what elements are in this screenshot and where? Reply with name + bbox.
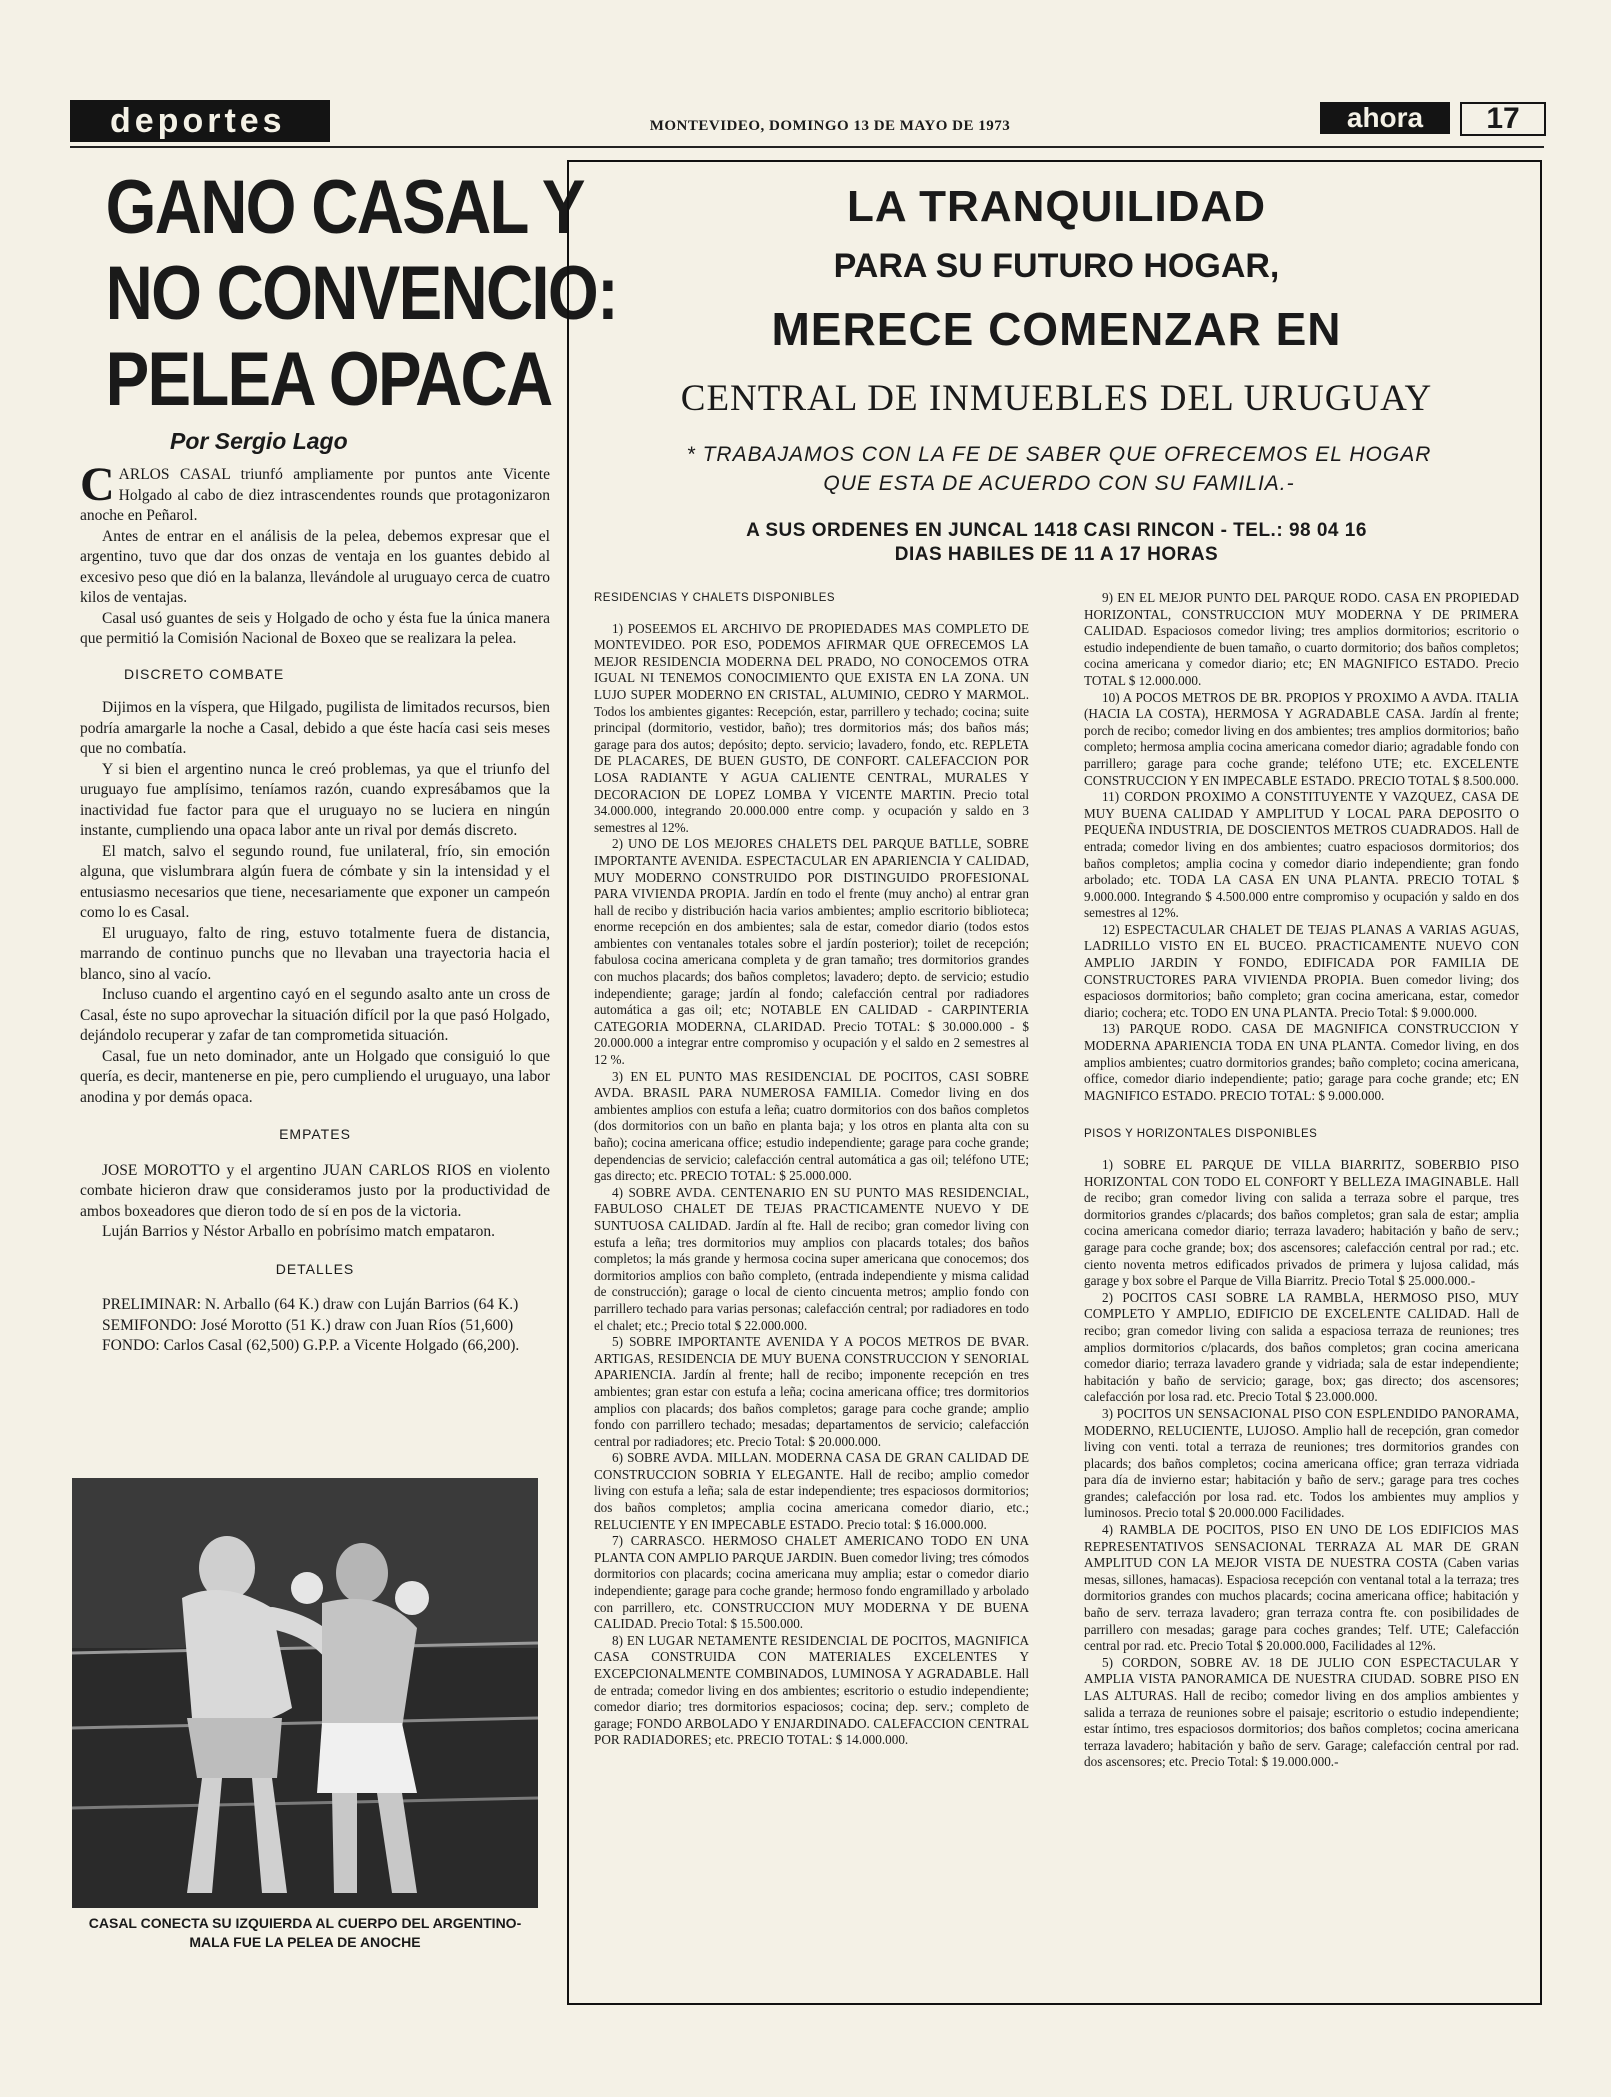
listing-item: 8) EN LUGAR NETAMENTE RESIDENCIAL DE POCITOS, MAGNIFICA CASA CONSTRUIDA CON MATERIALES EXCELENTES Y EXCEPCIONALMENTE COMBINADOS, LUMINOSA Y AGRADABLE. Hall de entrada; comedor living en dos ambientes; escritorio o estudio independiente; comedor diario; tres dormitorios espaciosos; cocina; dep. serv.; completo de garage; FONDO ARBOLADO Y ENJARDINADO. CALEFACCION CENTRAL POR RADIADORES; etc. PRECIO TOTAL: $ 14.000.000. bbox=[594, 1632, 1029, 1748]
subheading-empates: EMPATES bbox=[279, 1126, 351, 1142]
advert-contact bbox=[599, 519, 1514, 567]
headline-line-3: PELEA OPACA bbox=[105, 337, 552, 422]
tagline-line-2: QUE ESTA DE ACUERDO CON SU FAMILIA.- bbox=[823, 472, 1295, 495]
contact-hours: DIAS HABILES DE 11 A 17 HORAS bbox=[894, 544, 1219, 565]
tagline-line-1: * TRABAJAMOS CON LA FE DE SABER QUE OFRECEMOS EL HOGAR bbox=[686, 443, 1432, 466]
subheading-discreto: DISCRETO COMBATE bbox=[124, 665, 285, 682]
listing-item: 4) SOBRE AVDA. CENTENARIO EN SU PUNTO MAS RESIDENCIAL, FABULOSO CHALET DE TEJAS PRACTICAMENTE NUEVO Y DE SUNTUOSA CALIDAD. Jardín al fte. Hall de recibo; gran comedor living con estufa a leña; tres dormitorios muy amplios con placards totales; dos baños completos; la más grande y hermosa cocina super americana que conocemos; dos dormitorios amplios con baño completo, (entrada independiente y misma calidad de construcción); garage o local de ciento cincuenta metros; amplio fondo con parrillero techado para varias personas; calefacción central; por radiadores en todo el chalet; etc.; Precio total $ 22.000.000. bbox=[594, 1184, 1029, 1333]
article-headline bbox=[105, 165, 618, 423]
paragraph: Luján Barrios y Néstor Arballo en pobrísimo match empataron. bbox=[102, 1223, 496, 1240]
photo-caption: CASAL CONECTA SU IZQUIERDA AL CUERPO DEL ARGENTINO- MALA FUE LA PELEA DE ANOCHE bbox=[88, 1915, 522, 1950]
listing-item: 1) POSEEMOS EL ARCHIVO DE PROPIEDADES MAS COMPLETO DE MONTEVIDEO. POR ESO, PODEMOS AFIRMAR QUE OFRECEMOS LA MEJOR RESIDENCIA MODERNA DEL PRADO, NO CONOCEMOS OTRA IGUAL NI TENEMOS CONOCIMIENTO QUE EXISTA EN LA ZONA. UN LUJO SUPER MODERNO EN CRISTAL, ALUMINIO, CEDRO Y MARMOL. Todos los ambientes gigantes: Recepción, estar, parrillero y techado; cocina; suite principal (dormitorio, vestidor, baño); tres dormitorios más; dos baños más; garage para dos autos; depósito; depto. servicio; lavadero, fondo, etc. REPLETA DE PLACARES, DE BUEN GUSTO, DE CONFORT. CALEFACCION POR LOSA RADIANTE Y AGUA CALIENTE CENTRAL, MURALES Y DECORACION DE LOPEZ LOMBA Y VICENTE MARTIN. Precio total 34.000.000, integrando 20.000.000 entre comp. y ocupación y saldo en 3 semestres al 12%. bbox=[594, 620, 1029, 835]
headline-line-1: GANO CASAL Y bbox=[105, 165, 584, 250]
byline: Por Sergio Lago bbox=[170, 428, 348, 454]
section-tag: deportes bbox=[70, 100, 330, 142]
page-number: 17 bbox=[1460, 102, 1546, 136]
listings-column-right bbox=[1084, 590, 1519, 1771]
listing-item: 5) CORDON, SOBRE AV. 18 DE JULIO CON ESPECTACULAR Y AMPLIA VISTA PANORAMICA DE NUESTRA CIUDAD. SOBRE PISO EN LAS ALTURAS. Hall de recibo; comedor living en dos amplios ambientes y salida a terraza de reuniones sobre el paisaje; escritorio o estudio independiente; estar íntimo, tres espaciosos dormitorios; dos baños completos; cocina americana terraza lavadero; habitación y baño de serv. Garage; calefacción central por rad. dos ascensores; etc. Precio Total: $ 19.000.000.- bbox=[1084, 1654, 1519, 1770]
advert-headline-3: MERECE COMENZAR EN bbox=[771, 303, 1342, 355]
advert-company: CENTRAL DE INMUEBLES DEL URUGUAY bbox=[680, 378, 1433, 419]
listing-item: 10) A POCOS METROS DE BR. PROPIOS Y PROXIMO A AVDA. ITALIA (HACIA LA COSTA), HERMOSA Y AGRADABLE CASA. Jardín al frente; porch de recibo; comedor living en dos ambientes; tres amplios dormitorios; baño completo; hermosa amplia cocina americana comedor diario; agradable fondo con parrillero; garage para coche grande; teléfono UTE; etc. EXCELENTE CONSTRUCCION Y EN IMPECABLE ESTADO. PRECIO TOTAL $ 8.500.000. bbox=[1084, 689, 1519, 788]
result-line: FONDO: Carlos Casal (62,500) G.P.P. a Vicente Holgado (66,200). bbox=[102, 1337, 520, 1354]
headline-line-2: NO CONVENCIO: bbox=[105, 251, 618, 336]
real-estate-advert bbox=[567, 160, 1542, 2005]
paragraph: JOSE MOROTTO y el argentino JUAN CARLOS RIOS en violento combate hicieron draw que consideramos justo por la productividad de ambos boxeadores que dieron todo de sí en pos de la victoria. bbox=[80, 1161, 550, 1220]
listing-item: 5) SOBRE IMPORTANTE AVENIDA Y A POCOS METROS DE BVAR. ARTIGAS, RESIDENCIA DE MUY BUENA CONSTRUCCION Y SENORIAL APARIENCIA. Jardín al frente; hall de recibo; imponente recepción en tres ambientes; gran estar con estufa a leña; cocina americana office; tres dormitorios amplios con placards; dos baños completos; garage para coche grande; amplio fondo con parrillero techado; mesadas; departamentos de servicio; calefacción central por radiadores; etc. Precio Total: $ 20.000.000. bbox=[594, 1334, 1029, 1449]
article-body bbox=[80, 458, 550, 1357]
listing-item: 1) SOBRE EL PARQUE DE VILLA BIARRITZ, SOBERBIO PISO HORIZONTAL CON TODO EL CONFORT Y BELLEZA IMAGINABLE. Hall de recibo; gran comedor living con salida a terraza sobre el parque, tres dormitorios grandes c/placards; dos baños completos; gran sala de estar; amplia cocina americana comedor diario; terraza lavadero; habitación y baño de serv.; garage para coche grande; box; dos ascensores; calefacción central por rad.; etc. ciento noventa metros edificados privados de primera y lujosa calidad, más garage y box sobre el Parque de Villa Biarritz. Precio Total $ 25.000.000.- bbox=[1084, 1157, 1519, 1289]
top-rule bbox=[70, 146, 1544, 148]
listing-item: 4) RAMBLA DE POCITOS, PISO EN UNO DE LOS EDIFICIOS MAS REPRESENTATIVOS SENSACIONAL TERRAZA AL MAR DE GRAN AMPLITUD CON LA MEJOR VISTA DE NUESTRA COSTA (Caben varias mesas, sillones, hamacas). Espaciosa recepción con ventanal total a la terraza; tres dormitorios grandes con muchos placards; cocina americana office; habitación y baño de serv. terraza lavadero; gran terraza contra fte. con posibilidades de parrillero con mesadas; garage para coches grandes; Telf. UTE; Calefacción central por rad. etc. Precio Total $ 20.000.000, Facilidades al 12%. bbox=[1084, 1522, 1519, 1654]
listings-column-left bbox=[594, 590, 1029, 1749]
advert-tagline bbox=[629, 440, 1489, 498]
subheading-detalles: DETALLES bbox=[275, 1260, 355, 1277]
listing-item: 9) EN EL MEJOR PUNTO DEL PARQUE RODO. CASA EN PROPIEDAD HORIZONTAL, CONSTRUCCION MUY MODERNA Y DE PRIMERA CALIDAD. Espaciosos comedor living; tres amplios dormitorios; escritorio o estudio independiente de buen tamaño, o cuarto dormitorio; dos baños completos; cocina americana y comedor diario; etc; EN MAGNIFICO ESTADO. Precio TOTAL $ 12.000.000. bbox=[1084, 590, 1519, 688]
listing-item: 13) PARQUE RODO. CASA DE MAGNIFICA CONSTRUCCION Y MODERNA APARIENCIA TODA EN UNA PLANTA. Comedor living, en dos amplios ambientes; cuatro dormitorios grandes; baño completo; cocina americana, office, comedor diario independiente; patio; garage para coche grande; etc; EN MAGNIFICO ESTADO. PRECIO TOTAL: $ 9.000.000. bbox=[1084, 1021, 1519, 1103]
paragraph: El match, salvo el segundo round, fue unilateral, frío, sin emoción alguna, que vislumbrara algún fuera de cómbate y sin la intensidad y el entusiasmo necesarios que tiene, necesariamente que exponer un campeón como lo es Casal. bbox=[80, 842, 550, 921]
listings-heading: RESIDENCIAS Y CHALETS DISPONIBLES bbox=[594, 592, 836, 604]
lead-paragraph: ARLOS CASAL triunfó ampliamente por puntos ante Vicente Holgado al cabo de diez intrascendentes rounds que protagonizaron anoche en Peñarol. bbox=[80, 466, 550, 524]
listings-heading: PISOS Y HORIZONTALES DISPONIBLES bbox=[1084, 1128, 1318, 1141]
paragraph: Casal usó guantes de seis y Holgado de ocho y ésta fue la única manera que permitió la Comisión Nacional de Boxeo que se realizara la pelea. bbox=[80, 609, 550, 647]
listing-item: 11) CORDON PROXIMO A CONSTITUYENTE Y VAZQUEZ, CASA DE MUY BUENA CALIDAD Y AMPLITUD Y LOCAL PARA DEPOSITO O PEQUEÑA INDUSTRIA, DE DOSCIENTOS METROS CUADRADOS. Hall de entrada; comedor living en dos ambientes; cuatro espaciosos dormitorios; dos baños completos; amplia cocina y comedor diario independiente; gran fondo arbolado; etc. TODA LA CASA EN UNA PLANTA. PRECIO TOTAL $ 9.000.000. Integrando $ 4.500.000 entre compromiso y ocupación y saldo en dos semestres al 12%. bbox=[1084, 789, 1519, 921]
listing-item: 2) POCITOS CASI SOBRE LA RAMBLA, HERMOSO PISO, MUY COMPLETO Y AMPLIO, EDIFICIO DE EXCELENTE CALIDAD. Hall de recibo; gran comedor living con salida a espaciosa terraza de reuniones; tres amplios dormitorios c/placards, dos baños completos; gran cocina americana comedor diario; terraza lavadero grande y vidriada; sala de estar independiente; habitación y baño de servicio; garage, box; gas directo; dos ascensores; calefacción por losa rad. etc. Precio Total $ 23.000.000. bbox=[1084, 1289, 1519, 1405]
listing-item: 2) UNO DE LOS MEJORES CHALETS DEL PARQUE BATLLE, SOBRE IMPORTANTE AVENIDA. ESPECTACULAR EN APARIENCIA Y CALIDAD, MUY MODERNO CONSTRUIDO POR DISTINGUIDO PROFESIONAL PARA VIVIENDA PROPIA. Jardín en todo el frente (muy ancho) al entrar gran hall de recibo y distribución hacia varios ambientes; amplio escritorio biblioteca; enorme recepción en dos ambientes; sala de estar, comedor diario (todos estos ambientes con ventanales totales sobre el jardín posterior); toilet de recepción; fabulosa cocina americana completa y de gran tamaño; tres dormitorios grandes con muchos placards; dos baños completos; lavadero; depto. de servicio; estudio independiente; garage; jardín al fondo; calefacción central por radiadores automática a gas oil; etc; NOTABLE EN CALIDAD - CARPINTERIA CATEGORIA MODERNA, CLARIDAD. Precio TOTAL: $ 30.000.000 - $ 20.000.000 a integrar entre compromiso y ocupación y el saldo en 2 semestres al 12 %. bbox=[594, 836, 1029, 1068]
result-line: SEMIFONDO: José Morotto (51 K.) draw con Juan Ríos (51,600) bbox=[102, 1316, 514, 1334]
paragraph: El uruguayo, falto de ring, estuvo totalmente fuera de distancia, marrando de continuo punchs que no llevaban una trayectoria hacia el blanco, sino al vacío. bbox=[80, 924, 550, 983]
paragraph: Incluso cuando el argentino cayó en el segundo asalto ante un cross de Casal, éste no supo aprovechar la situación difícil por la que pasó Holgado, dejándolo recuperar y zafar de tan comprometida situación. bbox=[80, 986, 550, 1044]
newspaper-brand bbox=[1320, 102, 1544, 134]
contact-address: A SUS ORDENES EN JUNCAL 1418 CASI RINCON - TEL.: 98 04 16 bbox=[746, 520, 1367, 541]
listing-item: 7) CARRASCO. HERMOSO CHALET AMERICANO TODO EN UNA PLANTA CON AMPLIO PARQUE JARDIN. Buen comedor living; tres cómodos dormitorios con placards; cocina americana muy amplia; estar o comedor diario independiente; garage para coche grande; hermoso fondo engramillado y arbolado con parrillero, etc. CONSTRUCCION MUY MODERNA Y DE BUENA CALIDAD. Precio Total: $ 15.500.000. bbox=[594, 1533, 1029, 1632]
paragraph: Antes de entrar en el análisis de la pelea, debemos expresar que el argentino, tuvo que dar dos onzas de ventaja en los guantes debido al excesivo peso que dió en la balanza, llevándole al uruguayo cerca de cuatro kilos de ventajas. bbox=[80, 527, 550, 606]
paragraph: Casal, fue un neto dominador, ante un Holgado que consiguió lo que quería, es decir, mantenerse en pie, pero cumpliendo el uruguayo, una labor anodina y por demás opaca. bbox=[80, 1047, 550, 1106]
listing-item: 12) ESPECTACULAR CHALET DE TEJAS PLANAS A VARIAS AGUAS, LADRILLO VISTO EN EL BUCEO. PRACTICAMENTE NUEVO CON AMPLIO JARDIN Y FONDO, EDIFICADA POR FAMILIA DE CONSTRUCTORES PARA VIVIENDA PROPIA. Buen comedor living; dos espaciosos dormitorios; baño completo; gran cocina americana, estar, comedor diario; cochera; etc. TODO EN UNA PLANTA. Precio Total: $ 9.000.000. bbox=[1084, 921, 1519, 1020]
paragraph: Y si bien el argentino nunca le creó problemas, ya que el triunfo del uruguayo fue amplísimo, teníamos razón, cuando expresábamos que la inactividad fue factor para que el uruguayo no se luciera en ningún instante, cumpliendo una opaca labor ante un rival por demás discreto. bbox=[80, 760, 550, 839]
listing-item: 3) EN EL PUNTO MAS RESIDENCIAL DE POCITOS, CASI SOBRE AVDA. BRASIL PARA NUMEROSA FAMILIA. Comedor living en dos ambientes amplios con estufa a leña; cuatro dormitorios con dos baños completos (dos dormitorios con un baño en planta baja; y los otros en planta alta con su baño); cocina americana office; estudio independiente; garage para coche grande; dependencias de servicio; calefacción central automática a gas oil; teléfono UTE; gas directo; etc. PRECIO TOTAL: $ 25.000.000. bbox=[594, 1068, 1029, 1184]
advert-headline-1: LA TRANQUILIDAD bbox=[846, 182, 1267, 231]
boxing-photo bbox=[72, 1478, 538, 1908]
listing-item: 6) SOBRE AVDA. MILLAN. MODERNA CASA DE GRAN CALIDAD DE CONSTRUCCION SOBRIA Y ELEGANTE. Hall de recibo; amplio comedor living con estufa a leña; sala de estar independiente; tres espaciosos dormitorios; dos baños completos; amplia cocina americana comedor diario, etc.; RELUCIENTE Y EN IMPECABLE ESTADO. Precio total: $ 16.000.000. bbox=[594, 1450, 1029, 1532]
brand-logo: ahora bbox=[1320, 102, 1450, 134]
result-line: PRELIMINAR: N. Arballo (64 K.) draw con Luján Barrios (64 K.) bbox=[102, 1296, 519, 1313]
listing-item: 3) POCITOS UN SENSACIONAL PISO CON ESPLENDIDO PANORAMA, MODERNO, RELUCIENTE, LUJOSO. Amplio hall de recepción, gran comedor living con venti. total a terraza de reuniones; tres dormitorios grandes con placards; dos baños completos; cocina americana office; gran terraza vidriada para día de invierno estar; habitación y baño de serv.; garage para tres coches grandes; calefacción por losa rad. etc. Todos los ambientes muy amplios y luminosos. Precio total $ 20.000.000 Facilidades. bbox=[1084, 1405, 1519, 1521]
paragraph: Dijimos en la víspera, que Hilgado, pugilista de limitados recursos, bien podría amargarle la noche a Casal, debido a que éste hacía casi seis meses que no combatía. bbox=[80, 699, 550, 757]
advert-headline-2: PARA SU FUTURO HOGAR, bbox=[833, 247, 1280, 285]
date-line: MONTEVIDEO, DOMINGO 13 DE MAYO DE 1973 bbox=[649, 118, 1011, 134]
drop-cap: C bbox=[80, 458, 115, 511]
